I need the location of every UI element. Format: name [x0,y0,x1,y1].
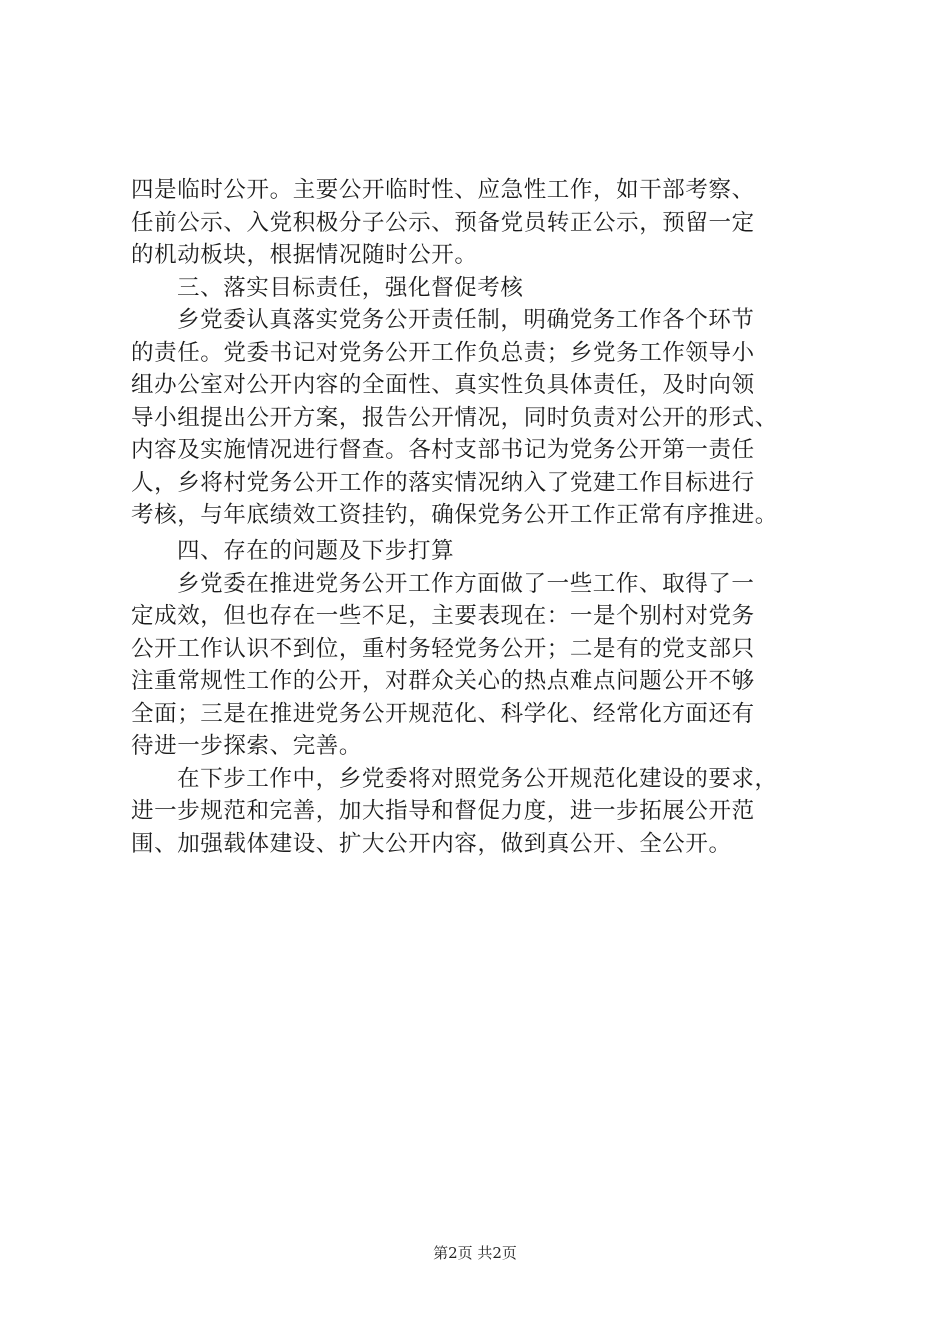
paragraph-line: 待进一步探索、完善。 [131,733,363,759]
paragraph-line: 在下步工作中，乡党委将对照党务公开规范化建设的要求， [177,765,778,792]
paragraph-line: 全面；三是在推进党务公开规范化、科学化、经常化方面还有 [131,700,755,727]
section-heading: 四、存在的问题及下步打算 [177,538,455,564]
paragraph-line: 四是临时公开。主要公开临时性、应急性工作，如干部考察、 [131,177,755,203]
body-section-2 [131,535,843,860]
section-heading: 三、落实目标责任，强化督促考核 [177,274,524,301]
paragraph-line: 任前公示、入党积极分子公示、预备党员转正公示，预留一定 [131,209,755,236]
paragraph-line: 定成效，但也存在一些不足，主要表现在：一是个别村对党务 [131,603,755,629]
paragraph-line: 乡党委在推进党务公开工作方面做了一些工作、取得了一 [177,570,755,597]
paragraph-line: 的机动板块，根据情况随时公开。 [131,242,478,268]
paragraph-line: 围、加强载体建设、扩大公开内容，做到真公开、全公开。 [131,830,732,857]
paragraph-line: 人，乡将村党务公开工作的落实情况纳入了党建工作目标进行 [131,469,755,496]
paragraph-line: 内容及实施情况进行督查。各村支部书记为党务公开第一责任 [131,437,755,463]
paragraph-line: 进一步规范和完善，加大指导和督促力度，进一步拓展公开范 [131,798,755,824]
paragraph-line: 乡党委认真落实党务公开责任制，明确党务工作各个环节 [177,307,755,333]
paragraph-line: 注重常规性工作的公开，对群众关心的热点难点问题公开不够 [131,668,755,694]
paragraph-line: 的责任。党委书记对党务公开工作负总责；乡党务工作领导小 [131,339,755,366]
body-section-1 [131,174,843,532]
page-number-footer: 第2页 共2页 [433,1244,517,1262]
paragraph-line: 导小组提出公开方案，报告公开情况，同时负责对公开的形式、 [131,404,778,431]
paragraph-line: 组办公室对公开内容的全面性、真实性负具体责任，及时向领 [131,372,755,398]
paragraph-line: 考核，与年底绩效工资挂钓，确保党务公开工作正常有序推进。 [131,502,778,528]
paragraph-line: 公开工作认识不到位，重村务轻党务公开；二是有的党支部只 [131,635,755,662]
